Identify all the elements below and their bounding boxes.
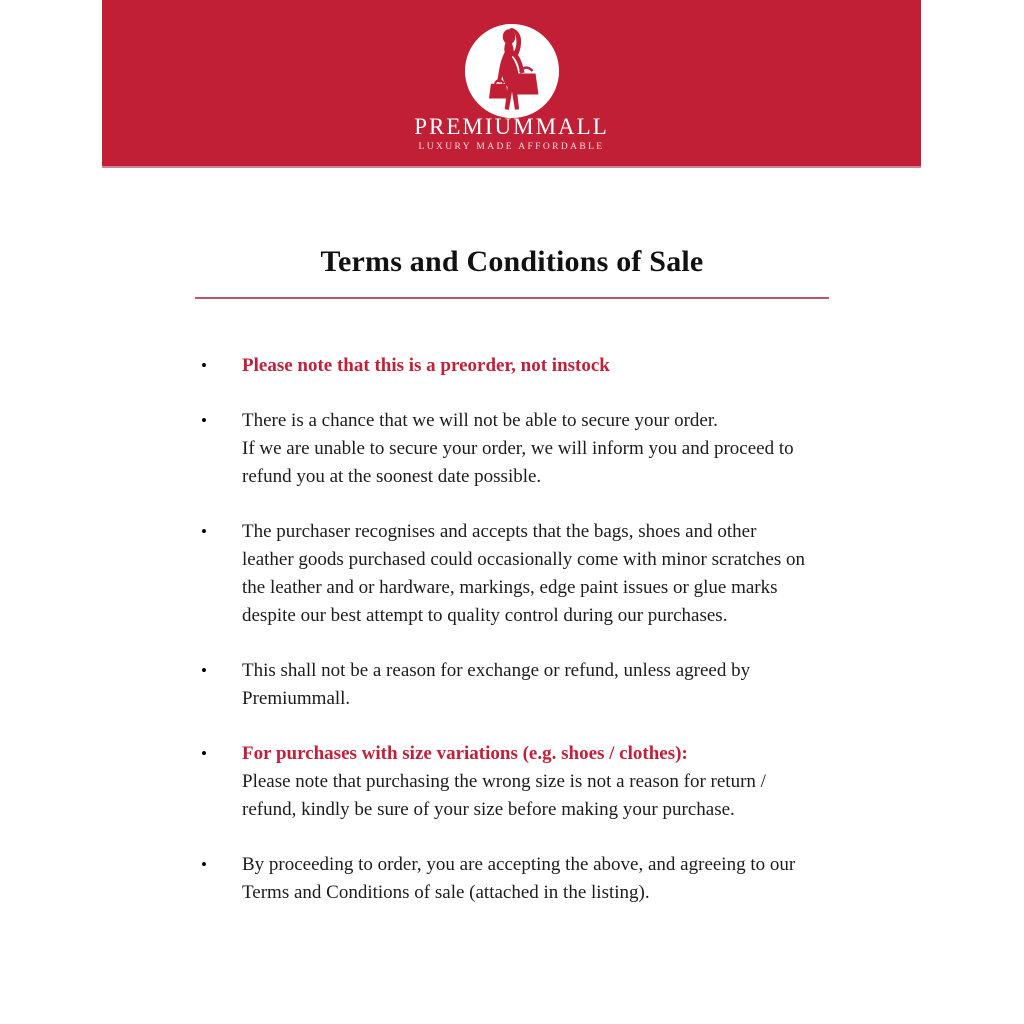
- title-divider: [195, 297, 829, 299]
- brand-name: PREMIUMMALL: [414, 114, 609, 139]
- terms-bullet-item: [195, 518, 829, 630]
- bullet-line: despite our best attempt to quality control during our purchases.: [242, 605, 728, 626]
- bullet-line: There is a chance that we will not be able to secure your order.: [242, 410, 718, 431]
- bullet-dot-icon: •: [201, 855, 207, 874]
- terms-bullet-item: [195, 352, 829, 380]
- bullet-dot-icon: •: [201, 661, 207, 680]
- bullet-heading: Please note that this is a preorder, not instock: [242, 355, 610, 376]
- woman-with-shopping-bags-icon: [463, 22, 561, 120]
- bullet-dot-icon: •: [201, 522, 207, 541]
- bullet-text: [242, 518, 829, 630]
- bullet-heading: For purchases with size variations (e.g. shoes / clothes):: [242, 743, 688, 764]
- bullet-line: Terms and Conditions of sale (attached in the listing).: [242, 882, 650, 903]
- brand-header-banner: [102, 0, 921, 168]
- terms-bullet-item: [195, 407, 829, 491]
- brand-tagline: LUXURY MADE AFFORDABLE: [418, 142, 605, 152]
- bullet-line: leather goods purchased could occasionally come with minor scratches on: [242, 549, 805, 570]
- terms-bullet-item: [195, 740, 829, 824]
- bullet-line: The purchaser recognises and accepts that the bags, shoes and other: [242, 521, 757, 542]
- bullet-line: By proceeding to order, you are accepting the above, and agreeing to our: [242, 854, 796, 875]
- terms-bullet-item: [195, 851, 829, 907]
- terms-bullet-item: [195, 657, 829, 713]
- bullet-line: This shall not be a reason for exchange or refund, unless agreed by: [242, 660, 751, 681]
- bullet-dot-icon: •: [201, 744, 207, 763]
- bullet-dot-icon: •: [201, 411, 207, 430]
- bullet-text: [242, 851, 829, 907]
- brand-logo: [463, 22, 561, 120]
- bullet-dot-icon: •: [201, 356, 207, 375]
- bullet-text: [242, 657, 829, 713]
- bullet-line: the leather and or hardware, markings, edge paint issues or glue marks: [242, 577, 778, 598]
- bullet-line: If we are unable to secure your order, we will inform you and proceed to: [242, 438, 794, 459]
- page-title: Terms and Conditions of Sale: [320, 245, 704, 278]
- bullet-text: [242, 740, 829, 824]
- bullet-line: Premiummall.: [242, 688, 351, 709]
- bullet-text: [242, 352, 829, 380]
- bullet-text: [242, 407, 829, 491]
- terms-content: [195, 243, 829, 934]
- bullet-line: refund, kindly be sure of your size before making your purchase.: [242, 799, 735, 820]
- terms-bullet-list: [195, 352, 829, 907]
- bullet-line: refund you at the soonest date possible.: [242, 466, 542, 487]
- bullet-line: Please note that purchasing the wrong size is not a reason for return /: [242, 771, 766, 792]
